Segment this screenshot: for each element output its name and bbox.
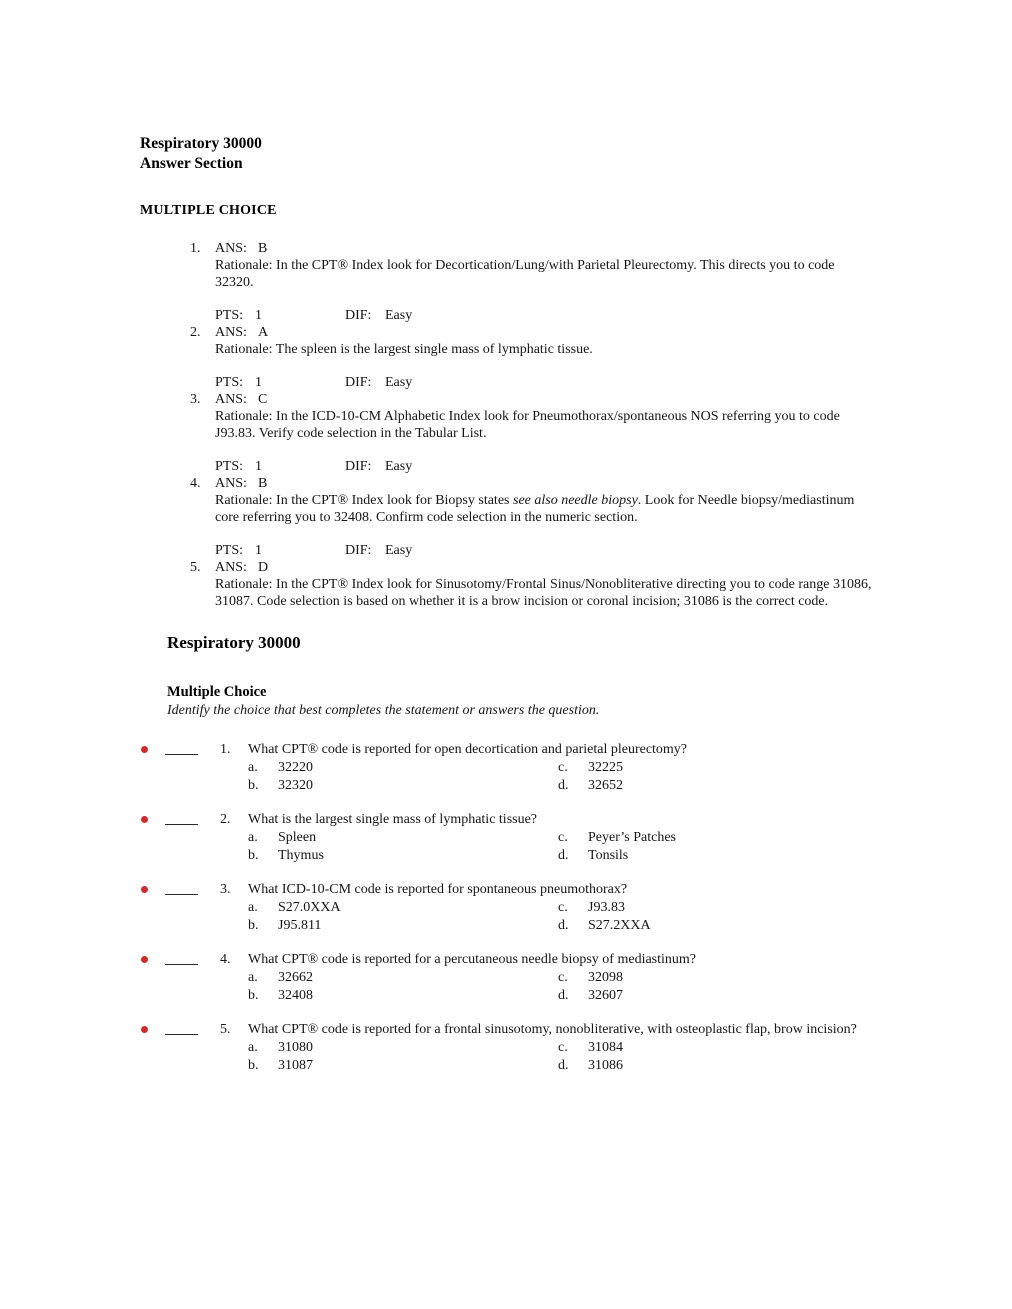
option-value: 32225 [588, 760, 623, 775]
option-letter: b. [248, 988, 259, 1003]
ans-value: B [258, 241, 268, 256]
rationale-main: Rationale: In the CPT® Index look for Sinusotomy/Frontal Sinus/Nonobliterative directing you to code range 31086, 31087. Code selection is based on whether it is a brow incision or coronal incision; 31086 is the correct code. [215, 577, 872, 609]
option [558, 917, 868, 935]
answer-number: 3. [190, 392, 201, 407]
option-letter: c. [558, 900, 568, 915]
question-text: What CPT® code is reported for open decortication and parietal pleurectomy? [248, 742, 688, 757]
option-value: 31086 [588, 1058, 623, 1073]
answer-number: 5. [190, 560, 201, 575]
answer-item [140, 240, 1012, 324]
answer-line [215, 240, 873, 257]
answer-line [215, 475, 873, 492]
ans-label: ANS: [215, 325, 247, 340]
question-text: What CPT® code is reported for a percutaneous needle biopsy of mediastinum? [248, 952, 696, 967]
answer-item [140, 324, 1012, 391]
answer-blank-line [165, 754, 198, 755]
multiple-choice-heading: MULTIPLE CHOICE [140, 203, 277, 218]
answer-body [215, 324, 873, 391]
option-letter: b. [248, 848, 259, 863]
rationale-main: Rationale: In the ICD-10-CM Alphabetic Index look for Pneumothorax/spontaneous NOS referring you to code J93.83. Verify code selection in the Tabular List. [215, 409, 840, 441]
option-row [248, 1039, 1012, 1057]
option-letter: b. [248, 778, 259, 793]
pts-row [215, 307, 873, 324]
answer-number: 4. [190, 476, 201, 491]
option-value: Thymus [278, 848, 324, 863]
option-value: 32320 [278, 778, 313, 793]
question-item [140, 811, 1012, 865]
option-row [248, 759, 1012, 777]
rationale-text [215, 576, 873, 610]
option-value: 31084 [588, 1040, 623, 1055]
option-letter: c. [558, 830, 568, 845]
options [248, 759, 1012, 795]
rationale-main: Rationale: In the CPT® Index look for Decortication/Lung/with Parietal Pleurectomy. This directs you to code 32320. [215, 258, 835, 290]
option-value: J93.83 [588, 900, 625, 915]
option [248, 759, 558, 777]
dif-value: Easy [385, 543, 413, 558]
option [248, 829, 558, 847]
answer-body [215, 391, 873, 475]
option-row [248, 987, 1012, 1005]
ans-label: ANS: [215, 241, 247, 256]
option-value: S27.2XXA [588, 918, 651, 933]
rationale-text [215, 408, 873, 442]
answer-blank-line [165, 964, 198, 965]
question-number: 5. [220, 1022, 231, 1037]
answer-blank-line [165, 894, 198, 895]
option-value: 32408 [278, 988, 313, 1003]
option-letter: d. [558, 988, 569, 1003]
option-letter: c. [558, 970, 568, 985]
answer-body [215, 475, 873, 559]
ans-label: ANS: [215, 560, 247, 575]
options [248, 969, 1012, 1005]
option-row [248, 1057, 1012, 1075]
answer-number: 2. [190, 325, 201, 340]
option-letter: a. [248, 900, 258, 915]
dif-label: DIF: [345, 375, 372, 390]
rationale-text [215, 492, 873, 526]
question-line [220, 811, 1012, 829]
option-row [248, 829, 1012, 847]
bullet-icon [141, 816, 148, 823]
answer-line [215, 324, 873, 341]
answer-line [215, 559, 873, 576]
option-letter: a. [248, 760, 258, 775]
quiz-instruction: Identify the choice that best completes the statement or answers the question. [167, 703, 600, 718]
option-letter: d. [558, 778, 569, 793]
option-row [248, 777, 1012, 795]
option [248, 1057, 558, 1075]
question-text: What is the largest single mass of lymphatic tissue? [248, 812, 538, 827]
question-text: What CPT® code is reported for a frontal sinusotomy, nonobliterative, with osteoplastic flap, brow incision? [248, 1022, 857, 1037]
question-number: 1. [220, 742, 231, 757]
option-value: 32652 [588, 778, 623, 793]
ans-value: D [258, 560, 269, 575]
rationale-main: Rationale: In the CPT® Index look for Biopsy states [215, 493, 513, 508]
option-value: Peyer’s Patches [588, 830, 676, 845]
option [248, 917, 558, 935]
rationale-after: . Look for Needle biopsy/mediastinum core referring you to 32408. Confirm code selection in the numeric section. [215, 493, 855, 525]
option-row [248, 847, 1012, 865]
question-item [140, 881, 1012, 935]
option [558, 969, 868, 987]
option-value: 32220 [278, 760, 313, 775]
bullet-icon [141, 886, 148, 893]
question-line [220, 881, 1012, 899]
option [558, 899, 868, 917]
dif-label: DIF: [345, 543, 372, 558]
pts-value: 1 [255, 375, 262, 390]
answer-item [140, 391, 1012, 475]
answer-blank-line [165, 1034, 198, 1035]
answer-list [140, 240, 1012, 610]
answer-body [215, 559, 873, 610]
pts-label: PTS: [215, 543, 244, 558]
option-value: 31087 [278, 1058, 313, 1073]
answer-blank-line [165, 824, 198, 825]
dif-value: Easy [385, 308, 413, 323]
ans-label: ANS: [215, 392, 247, 407]
option-letter: c. [558, 760, 568, 775]
option-value: 32098 [588, 970, 623, 985]
pts-value: 1 [255, 459, 262, 474]
option [248, 987, 558, 1005]
question-line [220, 1021, 1012, 1039]
rationale-text [215, 257, 873, 291]
option-letter: d. [558, 848, 569, 863]
question-line [220, 741, 1012, 759]
option-row [248, 969, 1012, 987]
option-row [248, 917, 1012, 935]
option-value: S27.0XXA [278, 900, 341, 915]
option [558, 777, 868, 795]
option [248, 847, 558, 865]
pts-label: PTS: [215, 308, 244, 323]
options [248, 1039, 1012, 1075]
question-line [220, 951, 1012, 969]
dif-label: DIF: [345, 459, 372, 474]
answer-item [140, 475, 1012, 559]
option-letter: a. [248, 1040, 258, 1055]
option-letter: a. [248, 830, 258, 845]
bullet-icon [141, 956, 148, 963]
option-value: J95.811 [278, 918, 322, 933]
quiz-header [167, 632, 1012, 719]
question-list [140, 741, 1012, 1075]
dif-label: DIF: [345, 308, 372, 323]
answer-section [140, 134, 1012, 610]
question-item [140, 741, 1012, 795]
answer-line [215, 391, 873, 408]
dif-value: Easy [385, 375, 413, 390]
ans-value: C [258, 392, 268, 407]
ans-value: A [258, 325, 269, 340]
answer-body [215, 240, 873, 324]
option [558, 759, 868, 777]
question-text: What ICD-10-CM code is reported for spontaneous pneumothorax? [248, 882, 628, 897]
pts-row [215, 542, 873, 559]
option [248, 899, 558, 917]
option-letter: a. [248, 970, 258, 985]
question-item [140, 951, 1012, 1005]
option-row [248, 899, 1012, 917]
option-value: 32662 [278, 970, 313, 985]
pts-value: 1 [255, 543, 262, 558]
option [558, 1039, 868, 1057]
ans-label: ANS: [215, 476, 247, 491]
option-value: Spleen [278, 830, 317, 845]
question-number: 2. [220, 812, 231, 827]
answer-item [140, 559, 1012, 610]
question-item [140, 1021, 1012, 1075]
option-value: 32607 [588, 988, 623, 1003]
question-number: 3. [220, 882, 231, 897]
ans-value: B [258, 476, 268, 491]
pts-row [215, 458, 873, 475]
option [558, 1057, 868, 1075]
option-letter: b. [248, 1058, 259, 1073]
dif-value: Easy [385, 459, 413, 474]
rationale-text [215, 341, 873, 358]
rationale-main: Rationale: The spleen is the largest single mass of lymphatic tissue. [215, 342, 593, 357]
option [558, 847, 868, 865]
option [558, 987, 868, 1005]
option [248, 969, 558, 987]
question-number: 4. [220, 952, 231, 967]
option-value: 31080 [278, 1040, 313, 1055]
document-subtitle: Answer Section [140, 155, 243, 172]
option [248, 1039, 558, 1057]
document-title: Respiratory 30000 [140, 135, 262, 152]
options [248, 829, 1012, 865]
bullet-icon [141, 746, 148, 753]
option-value: Tonsils [588, 848, 629, 863]
option-letter: d. [558, 1058, 569, 1073]
quiz-title: Respiratory 30000 [167, 633, 301, 652]
quiz-multiple-choice-heading: Multiple Choice [167, 684, 267, 700]
option-letter: c. [558, 1040, 568, 1055]
options [248, 899, 1012, 935]
bullet-icon [141, 1026, 148, 1033]
option-letter: b. [248, 918, 259, 933]
pts-label: PTS: [215, 375, 244, 390]
pts-label: PTS: [215, 459, 244, 474]
option [248, 777, 558, 795]
option-letter: d. [558, 918, 569, 933]
quiz-section [140, 632, 1012, 1075]
option [558, 829, 868, 847]
pts-row [215, 374, 873, 391]
rationale-italic: see also needle biopsy [513, 493, 638, 508]
answer-number: 1. [190, 241, 201, 256]
pts-value: 1 [255, 308, 262, 323]
